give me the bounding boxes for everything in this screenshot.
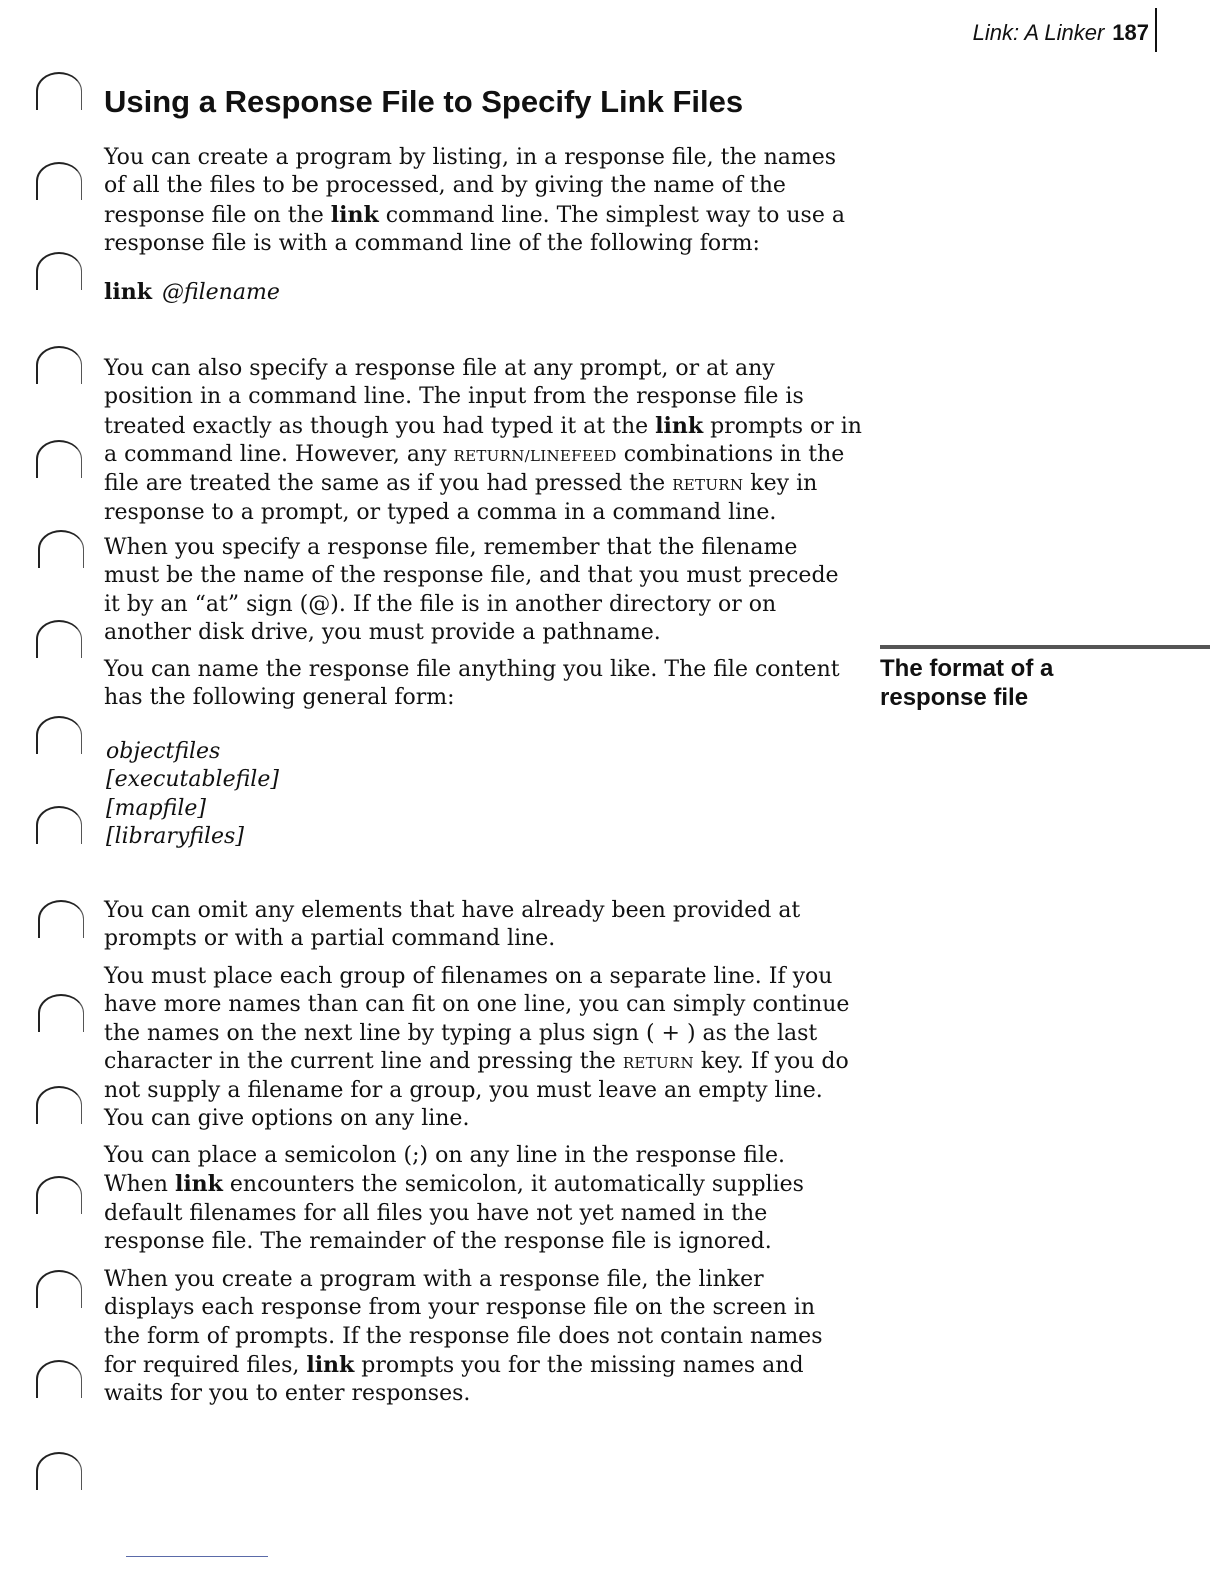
header-rule: [1155, 8, 1157, 52]
form-line-libraryfiles: [libraryfiles]: [106, 823, 244, 849]
paragraph-semicolon: You can place a semicolon (;) on any line in the response file. When link encounters the semicolon, it automatically supplies default filenames for all files you have not yet named in the response file. The remainder of the response file is ignored.: [104, 1143, 804, 1254]
margin-rule: [880, 645, 1210, 649]
paragraph-omit: You can omit any elements that have already been provided at prompts or with a partial command line.: [104, 898, 801, 952]
binder-hole: [36, 162, 82, 200]
binder-hole: [36, 620, 82, 658]
paragraph-displays: When you create a program with a response file, the linker displays each response from your response file on the screen in the form of prompts. If the response file does not contain names for required files, link prompts you for the missing names and waits for you to enter responses.: [104, 1267, 823, 1407]
binder-hole: [36, 1270, 82, 1308]
binder-hole: [38, 994, 84, 1032]
page-number: 187: [1112, 20, 1149, 45]
running-title: Link: A Linker: [972, 20, 1105, 45]
binder-hole: [36, 806, 82, 844]
binder-hole: [36, 1452, 82, 1490]
binder-hole: [36, 1086, 82, 1124]
bottom-rule: [126, 1556, 268, 1557]
form-line-executablefile: [executablefile]: [106, 767, 279, 793]
paragraph-specify: When you specify a response file, remember that the filename must be the name of the response file, and that you must precede it by an “at” sign (@). If the file is in another directory or on another disk drive, you must provide a pathname.: [104, 535, 839, 645]
binder-hole: [36, 252, 82, 290]
form-line-mapfile: [mapfile]: [106, 795, 206, 821]
binder-hole: [36, 72, 82, 110]
binder-hole: [36, 346, 82, 384]
margin-heading: The format of a response file: [880, 655, 1054, 711]
running-header: [973, 20, 1149, 46]
binder-hole: [36, 440, 82, 478]
binder-hole: [36, 716, 82, 754]
binder-hole: [36, 1360, 82, 1398]
section-title: Using a Response File to Specify Link Files: [104, 84, 744, 119]
paragraph-intro: You can create a program by listing, in a response file, the names of all the files to be processed, and by giving the name of the response file on the link command line. The simplest way to use a response file is with a command line of the following form:: [104, 145, 845, 256]
command-argument: @filename: [161, 280, 280, 305]
binder-hole: [36, 1176, 82, 1214]
response-file-form: [106, 738, 279, 851]
paragraph-any-prompt: You can also specify a response file at any prompt, or at any position in a command line. The input from the response file is treated exactly as though you had typed it at the link prompts or in a command line. However, any RETURN/LINEFEED combinations in the file are treated the same as if you had pressed the RETURN key in response to a prompt, or typed a comma in a command line.: [104, 356, 862, 526]
command-example: [104, 278, 280, 307]
form-line-objectfiles: objectfiles: [106, 739, 221, 764]
paragraph-separate-line: You must place each group of filenames on a separate line. If you have more names than can fit on one line, you can simply continue the names on the next line by typing a plus sign ( + ) as the last character in the current line and pressing the RETURN key. If you do not supply a filename for a group, you must leave an empty line. You can give options on any line.: [104, 964, 850, 1132]
binder-hole: [38, 900, 84, 938]
command-name: link: [104, 279, 152, 305]
binder-hole: [38, 530, 84, 568]
paragraph-name-file: You can name the response file anything you like. The file content has the following general form:: [104, 657, 840, 711]
